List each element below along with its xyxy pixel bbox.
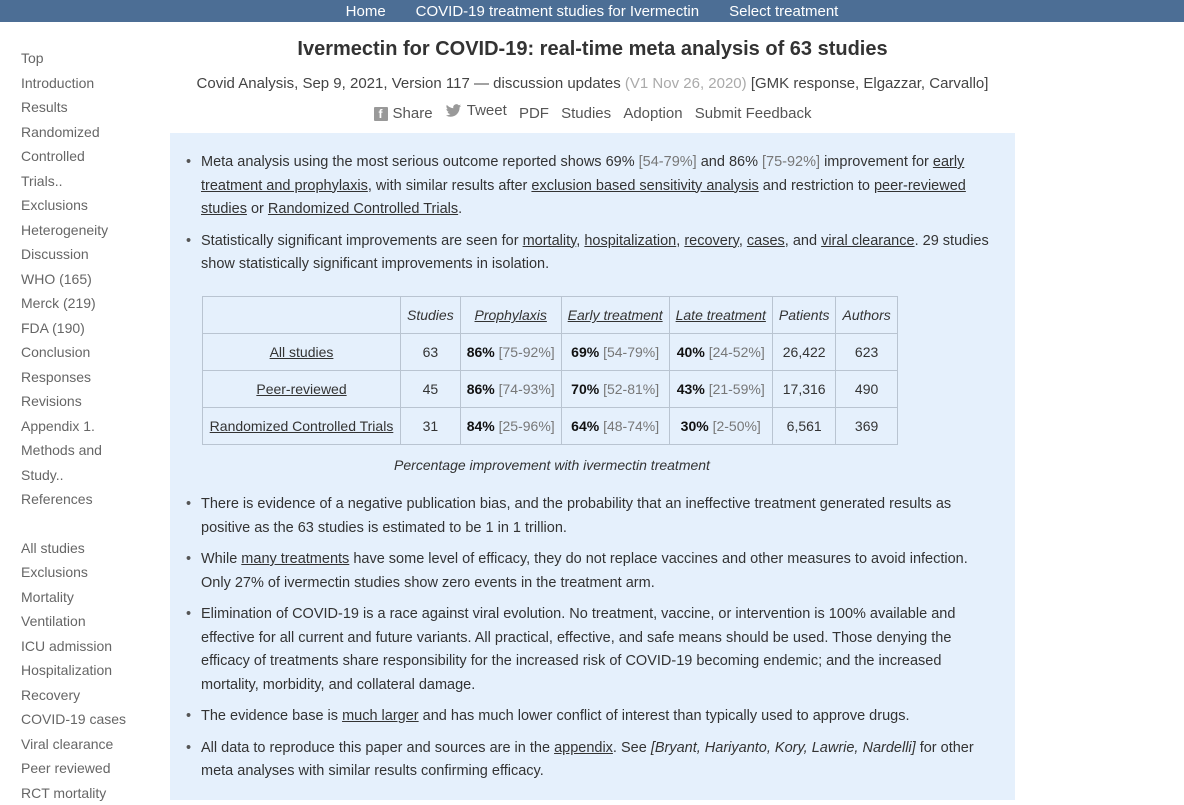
range: [21-59%]: [709, 381, 765, 397]
top-navigation: [0, 0, 1184, 22]
sidebar-item-methods[interactable]: Methods and: [21, 438, 161, 463]
sidebar-item-study[interactable]: Study..: [21, 463, 161, 488]
sidebar-item-ventilation[interactable]: Ventilation: [21, 609, 161, 634]
range: [2-50%]: [713, 418, 761, 434]
text: , with similar results after: [368, 178, 528, 194]
value: 43%: [677, 381, 705, 397]
table-row: [203, 371, 898, 408]
cell: [460, 371, 561, 408]
sidebar-item-introduction[interactable]: Introduction: [21, 71, 161, 96]
sidebar-item-exclusions-2[interactable]: Exclusions: [21, 560, 161, 585]
submit-feedback-link[interactable]: Submit Feedback: [695, 105, 812, 122]
summary-bullets-top: [184, 151, 990, 285]
value: 69%: [571, 344, 599, 360]
sidebar-item-conclusion[interactable]: Conclusion: [21, 340, 161, 365]
sidebar-item-rct-mortality[interactable]: RCT mortality: [21, 781, 161, 805]
article-meta: [170, 75, 1015, 92]
table-row: [203, 408, 898, 445]
sidebar-item-controlled[interactable]: Controlled: [21, 144, 161, 169]
text: , and: [785, 233, 817, 249]
cell: [561, 408, 669, 445]
many-treatments-link[interactable]: many treatments: [241, 551, 349, 567]
text: .: [458, 201, 462, 217]
sidebar-item-references[interactable]: References: [21, 487, 161, 512]
discussion-updates-link[interactable]: discussion updates: [493, 75, 621, 92]
sidebar-item-top[interactable]: Top: [21, 46, 161, 71]
bullet-data-appendix: [184, 737, 990, 784]
tweet-label: Tweet: [467, 102, 507, 119]
text: for other meta analyses with similar results confirming efficacy.: [201, 740, 974, 780]
cell: 369: [836, 408, 897, 445]
row-label-link[interactable]: Randomized Controlled Trials: [203, 408, 401, 445]
table-header: Studies: [401, 297, 461, 334]
value: 86%: [467, 344, 495, 360]
cell: 63: [401, 334, 461, 371]
cell: [460, 408, 561, 445]
sidebar-item-icu-admission[interactable]: ICU admission: [21, 634, 161, 659]
text: While: [201, 551, 237, 567]
table-row: [203, 334, 898, 371]
range: [54-79%]: [603, 344, 659, 360]
response-refs-link[interactable]: [GMK response, Elgazzar, Carvallo]: [751, 75, 989, 92]
text: There is evidence of a negative publication bias, and the probability that an ineffective treatment generated results as positive as the 63 studies is estimated to be 1 in 1 trillion.: [201, 496, 951, 536]
text: and restriction to: [763, 178, 870, 194]
source-label: Covid Analysis,: [197, 75, 299, 92]
text: have some level of efficacy, they do not replace vaccines and other measures to avoid infection. Only 27% of ivermectin studies show zero events in the treatment arm.: [201, 551, 968, 591]
bullet-meta-analysis: [184, 151, 990, 222]
text: or: [251, 201, 264, 217]
range: [75-92%]: [499, 344, 555, 360]
summary-panel: [170, 133, 1015, 800]
cell: [561, 334, 669, 371]
range: [25-96%]: [499, 418, 555, 434]
cell: 26,422: [772, 334, 836, 371]
table-header: Authors: [836, 297, 897, 334]
cell: 45: [401, 371, 461, 408]
studies-link[interactable]: Studies: [561, 105, 611, 122]
share-label: Share: [393, 105, 433, 122]
early-treatment-prophylaxis-link[interactable]: early treatment and prophylaxis: [201, 154, 964, 194]
text: All data to reproduce this paper and sources are in the: [201, 740, 550, 756]
sidebar-item-exclusions[interactable]: Exclusions: [21, 193, 161, 218]
text: improvement for: [824, 154, 929, 170]
share-bar: [170, 102, 1015, 122]
cell: [460, 334, 561, 371]
cell: [561, 371, 669, 408]
bullet-publication-bias: [184, 493, 990, 540]
row-label-link[interactable]: All studies: [203, 334, 401, 371]
cell: 623: [836, 334, 897, 371]
text: and 86%: [701, 154, 758, 170]
share-button[interactable]: [374, 105, 433, 122]
value: 70%: [571, 381, 599, 397]
version-label: Version 117 —: [392, 75, 489, 92]
viral-clearance-link[interactable]: viral clearance: [821, 233, 915, 249]
sidebar-item-discussion[interactable]: Discussion: [21, 242, 161, 267]
cell: 17,316: [772, 371, 836, 408]
summary-bullets-bottom: [184, 493, 990, 792]
sidebar-item-recovery[interactable]: Recovery: [21, 683, 161, 708]
range: [74-93%]: [499, 381, 555, 397]
bullet-significant-improvements: • Statistically significant improvements are seen for mortality, hospitalization, recovery, cases, and viral clearance. 29 studies show statistically significant improvements in isolation.: [184, 230, 990, 277]
meta-analyses-refs-link[interactable]: [Bryant, Hariyanto, Kory, Lawrie, Nardelli]: [651, 740, 916, 756]
text: Elimination of COVID-19 is a race against viral evolution. No treatment, vaccine, or intervention is 100% available and effective for all current and future variants. All practical, effective, and safe means should be used. Those denying the efficacy of treatments share responsibility for the increased risk of COVID-19 becoming endemic; and the increased mortality, morbidity, and collateral damage.: [201, 606, 955, 693]
v1-date: (V1 Nov 26, 2020): [625, 75, 747, 92]
sidebar-item-revisions[interactable]: Revisions: [21, 389, 161, 414]
table-header: Patients: [772, 297, 836, 334]
sidebar-item-responses[interactable]: Responses: [21, 365, 161, 390]
sidebar-item-fda[interactable]: FDA (190): [21, 316, 161, 341]
range: [54-79%]: [639, 154, 697, 170]
nav-home-link[interactable]: Home: [346, 3, 386, 20]
sidebar-item-who[interactable]: WHO (165): [21, 267, 161, 292]
value: 30%: [681, 418, 709, 434]
sidebar-item-hospitalization[interactable]: Hospitalization: [21, 658, 161, 683]
bullet-elimination: [184, 603, 990, 697]
date-link[interactable]: Sep 9, 2021,: [302, 75, 387, 92]
sidebar-item-peer-reviewed[interactable]: Peer reviewed: [21, 756, 161, 781]
value: 86%: [467, 381, 495, 397]
table-header-late[interactable]: Late treatment: [669, 297, 772, 334]
mortality-link[interactable]: mortality: [523, 233, 577, 249]
sidebar-item-heterogeneity[interactable]: Heterogeneity: [21, 218, 161, 243]
cases-link[interactable]: cases: [747, 233, 785, 249]
sidebar: [21, 46, 161, 805]
cell: [669, 334, 772, 371]
table-caption: Percentage improvement with ivermectin treatment: [202, 457, 902, 473]
tweet-button[interactable]: [445, 102, 507, 119]
nav-treatment-studies-link[interactable]: COVID-19 treatment studies for Ivermectin: [416, 3, 699, 20]
adoption-link[interactable]: Adoption: [623, 105, 682, 122]
cell: [669, 408, 772, 445]
value: 64%: [571, 418, 599, 434]
sidebar-item-trials[interactable]: Trials..: [21, 169, 161, 194]
text: Meta analysis using the most serious outcome reported shows 69%: [201, 154, 635, 170]
text: . See: [613, 740, 647, 756]
cell: 31: [401, 408, 461, 445]
sidebar-item-viral-clearance[interactable]: Viral clearance: [21, 732, 161, 757]
nav-select-treatment-link[interactable]: Select treatment: [729, 3, 838, 20]
table-header-blank: [203, 297, 401, 334]
range: [75-92%]: [762, 154, 820, 170]
bullet-evidence-base: [184, 705, 990, 729]
range: [48-74%]: [603, 418, 659, 434]
rct-link[interactable]: Randomized Controlled Trials: [268, 201, 458, 217]
hospitalization-link[interactable]: hospitalization: [584, 233, 676, 249]
appendix-link[interactable]: appendix: [554, 740, 613, 756]
peer-reviewed-studies-link[interactable]: peer-reviewed studies: [201, 178, 966, 218]
facebook-icon: f: [374, 107, 388, 121]
cell: [669, 371, 772, 408]
sidebar-item-all-studies[interactable]: All studies: [21, 536, 161, 561]
recovery-link[interactable]: recovery: [684, 233, 739, 249]
table-header-early[interactable]: Early treatment: [561, 297, 669, 334]
twitter-icon: [445, 104, 462, 118]
text: The evidence base is: [201, 708, 338, 724]
range: [52-81%]: [603, 381, 659, 397]
cell: 490: [836, 371, 897, 408]
exclusion-sensitivity-link[interactable]: exclusion based sensitivity analysis: [531, 178, 758, 194]
table-header-row: [203, 297, 898, 334]
results-table: [202, 296, 898, 445]
text: and has much lower conflict of interest than typically used to approve drugs.: [423, 708, 910, 724]
pdf-link[interactable]: PDF: [519, 105, 549, 122]
value: 84%: [467, 418, 495, 434]
bullet-many-treatments: [184, 548, 990, 595]
text: Statistically significant improvements are seen for: [201, 233, 519, 249]
sidebar-item-merck[interactable]: Merck (219): [21, 291, 161, 316]
page-title: Ivermectin for COVID-19: real-time meta analysis of 63 studies: [170, 38, 1015, 61]
sidebar-divider: [21, 512, 161, 536]
sidebar-item-randomized[interactable]: Randomized: [21, 120, 161, 145]
sidebar-item-mortality[interactable]: Mortality: [21, 585, 161, 610]
row-label-link[interactable]: Peer-reviewed: [203, 371, 401, 408]
much-larger-link[interactable]: much larger: [342, 708, 419, 724]
sidebar-item-appendix[interactable]: Appendix 1.: [21, 414, 161, 439]
range: [24-52%]: [709, 344, 765, 360]
cell: 6,561: [772, 408, 836, 445]
value: 40%: [677, 344, 705, 360]
sidebar-item-covid-cases[interactable]: COVID-19 cases: [21, 707, 161, 732]
text: . 29 studies show statistically significant improvements in isolation.: [201, 233, 989, 273]
sidebar-item-results[interactable]: Results: [21, 95, 161, 120]
table-header-prophylaxis[interactable]: Prophylaxis: [460, 297, 561, 334]
